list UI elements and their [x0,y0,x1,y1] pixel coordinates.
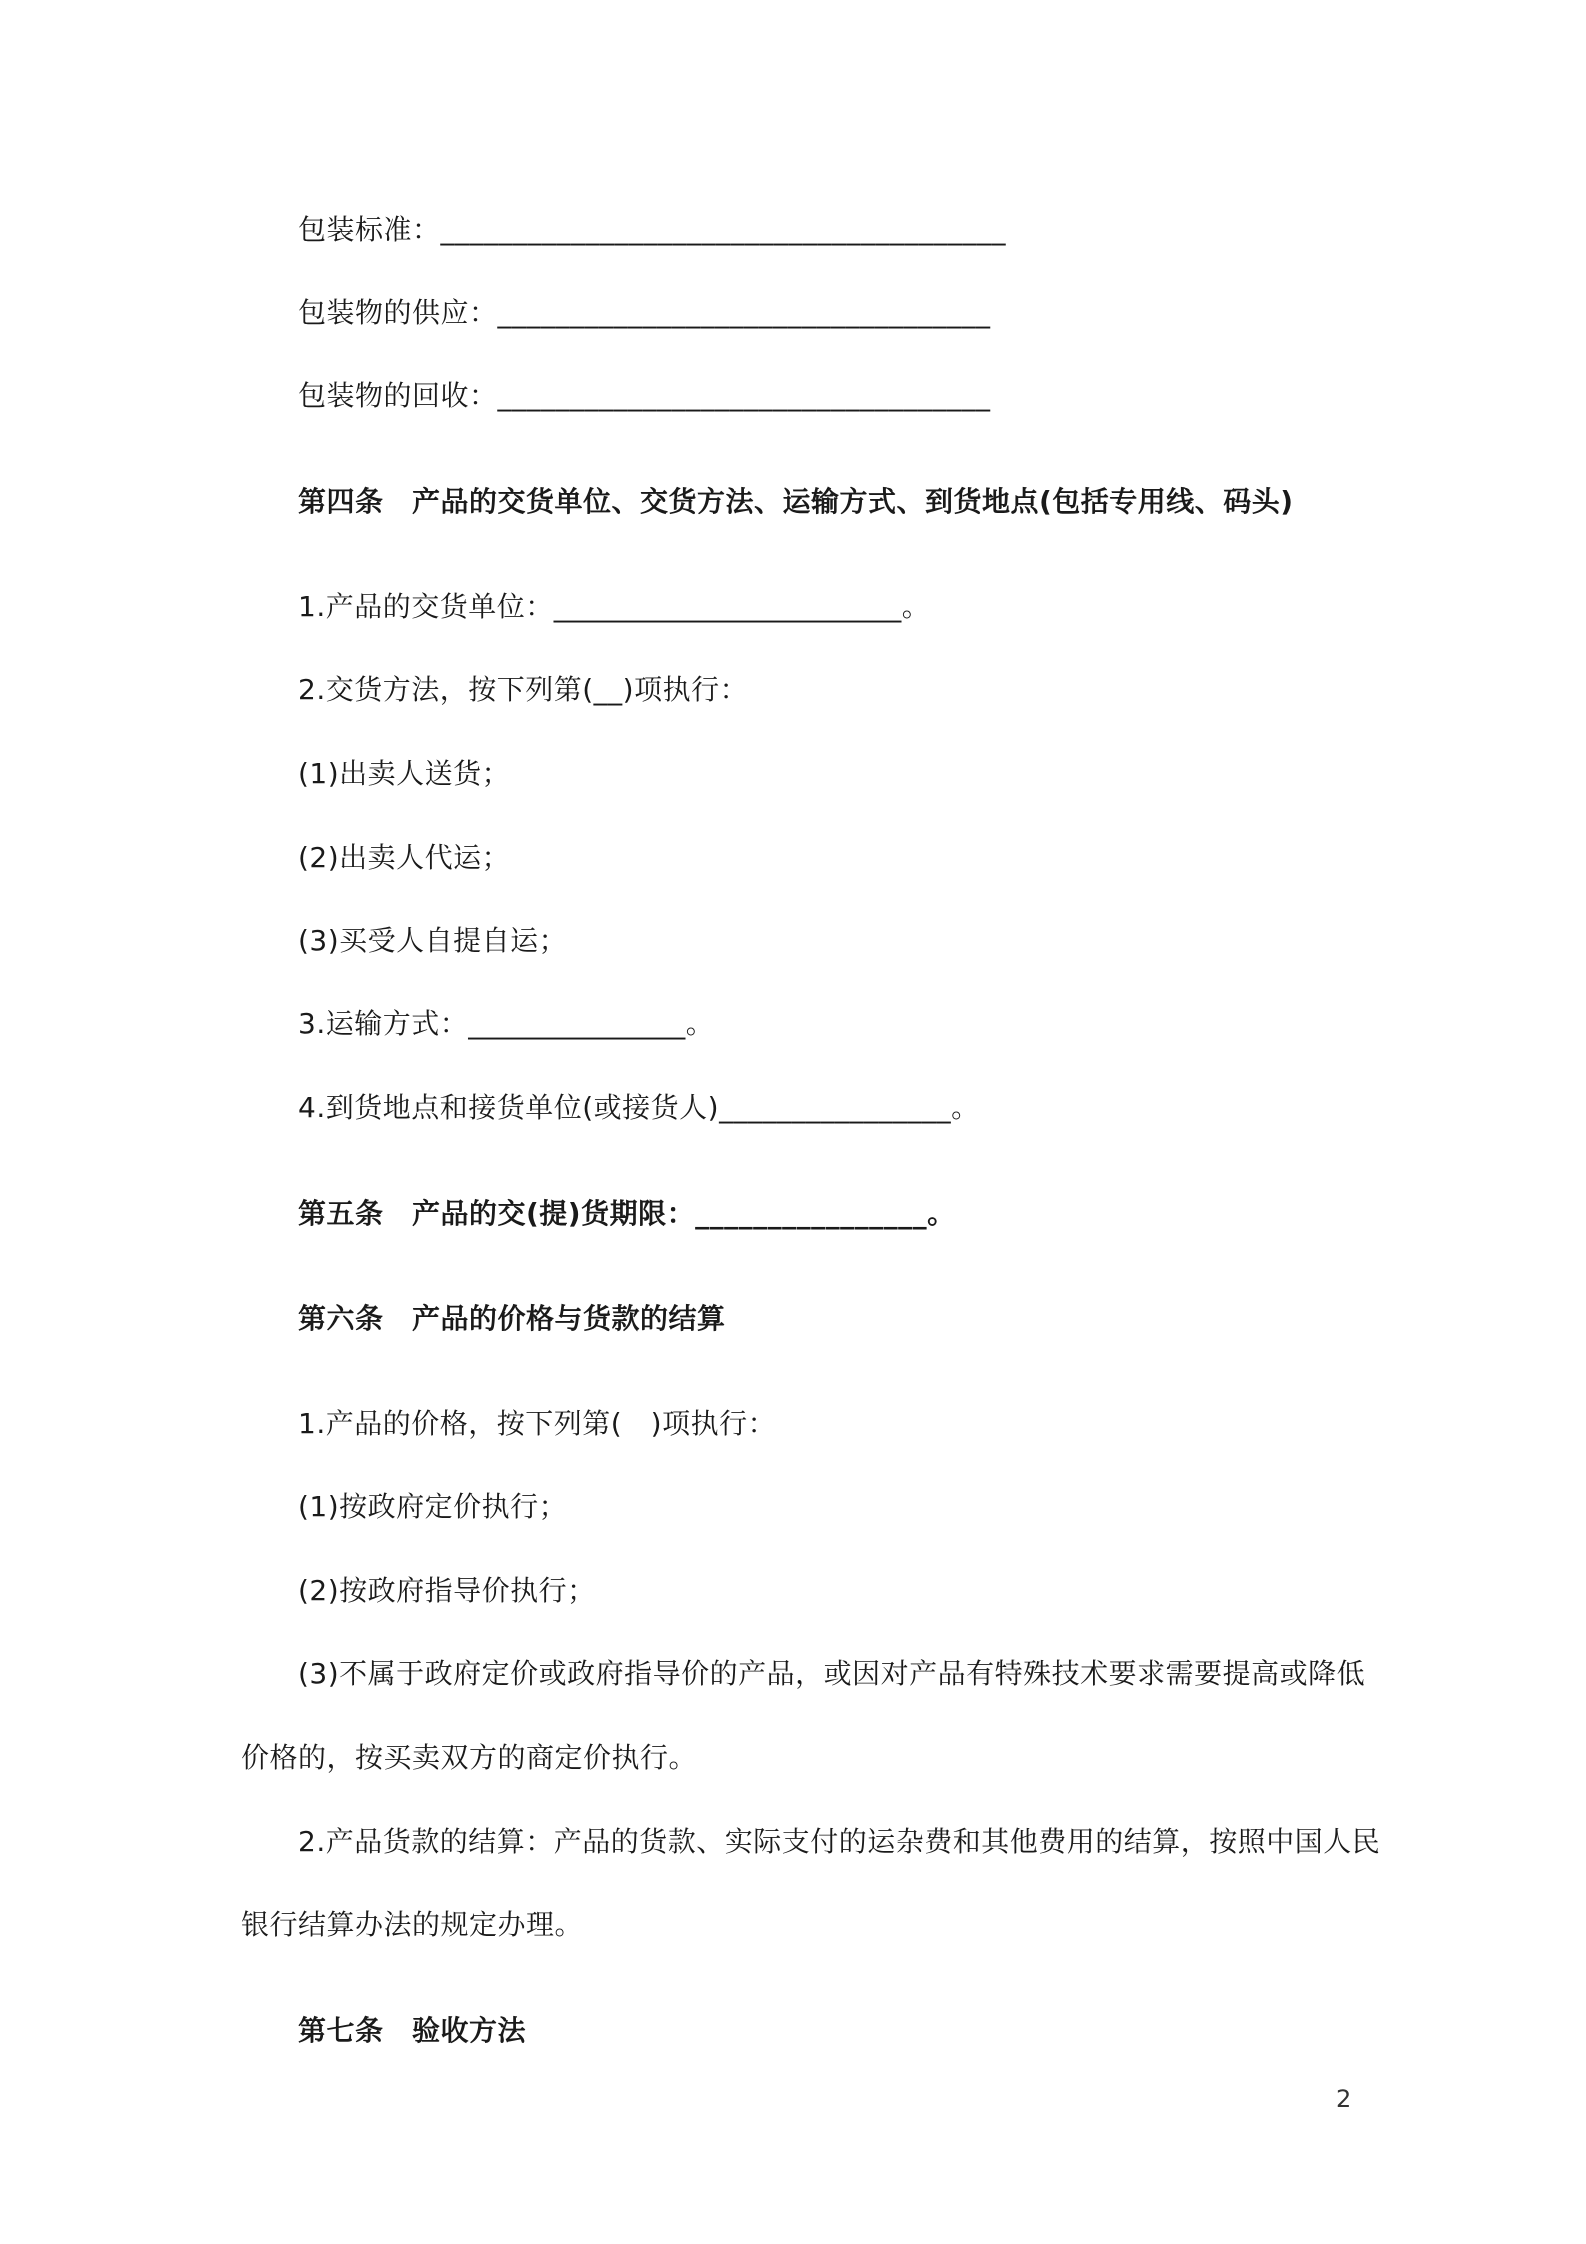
delivery-option-1: (1)出卖人送货； [298,757,511,790]
delivery-method-line: 2.交货方法，按下列第(__)项执行： [298,673,749,706]
price-method-line: 1.产品的价格，按下列第( )项执行： [298,1407,777,1440]
packaging-recovery-line: 包装物的回收：__________________________________ [298,379,991,412]
transport-mode-line: 3.运输方式：_______________。 [298,1007,715,1040]
packaging-standard-line: 包装标准：_______________________________________ [298,213,1007,246]
price-option-3-line1: (3)不属于政府定价或政府指导价的产品，或因对产品有特殊技术要求需要提高或降低 [298,1657,1366,1690]
page-number: 2 [1336,2085,1352,2113]
price-option-2: (2)按政府指导价执行； [298,1574,596,1607]
delivery-option-2: (2)出卖人代运； [298,841,511,874]
arrival-place-line: 4.到货地点和接货单位(或接货人)________________。 [298,1091,980,1124]
article-7-heading: 第七条 验收方法 [298,2014,527,2047]
article-5-heading: 第五条 产品的交(提)货期限：________________。 [298,1197,956,1230]
packaging-supply-line: 包装物的供应：__________________________________ [298,296,991,329]
article-4-heading: 第四条 产品的交货单位、交货方法、运输方式、到货地点(包括专用线、码头) [298,485,1294,518]
price-option-3-line2: 价格的，按买卖双方的商定价执行。 [241,1741,698,1774]
settlement-line2: 银行结算办法的规定办理。 [241,1908,584,1941]
settlement-line1: 2.产品货款的结算：产品的货款、实际支付的运杂费和其他费用的结算，按照中国人民 [298,1825,1381,1858]
article-6-heading: 第六条 产品的价格与货款的结算 [298,1302,726,1335]
delivery-option-3: (3)买受人自提自运； [298,924,568,957]
price-option-1: (1)按政府定价执行； [298,1490,568,1523]
delivery-unit-line: 1.产品的交货单位：________________________。 [298,590,931,623]
